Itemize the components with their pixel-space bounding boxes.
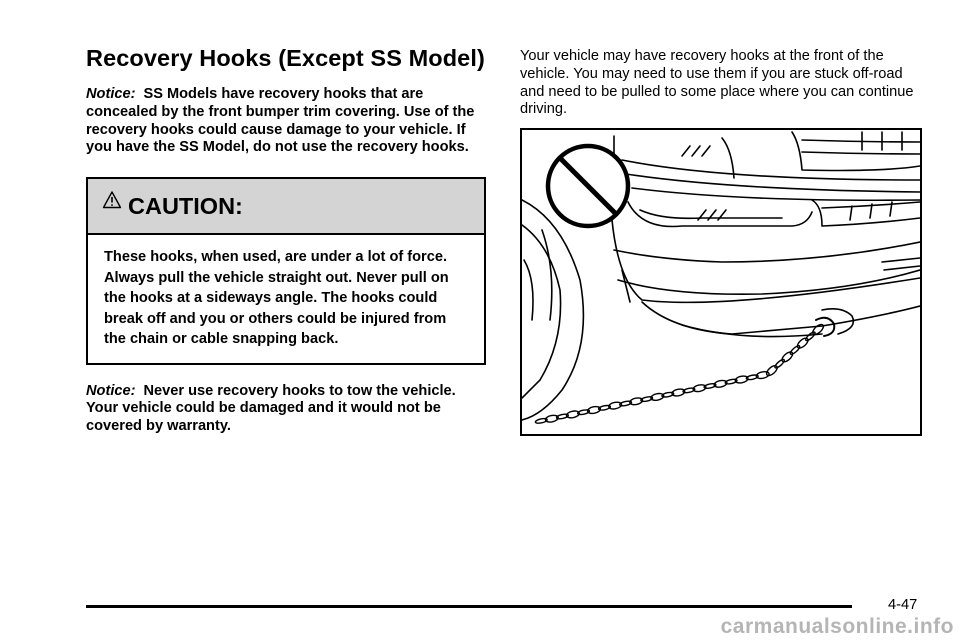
warning-triangle-icon <box>102 190 122 210</box>
notice-label: Notice: <box>86 86 136 102</box>
tire-drawing <box>522 200 583 420</box>
chain-link <box>789 345 801 356</box>
bumper-chain-drawing <box>522 130 920 434</box>
recovery-hook-illustration <box>520 128 922 436</box>
section-title: Recovery Hooks (Except SS Model) <box>86 45 485 71</box>
chain-link <box>765 364 779 377</box>
caution-header <box>88 179 484 235</box>
bumper-drawing <box>612 200 920 337</box>
page-number: 4-47 <box>888 597 918 613</box>
notice-towing <box>86 383 490 436</box>
chain-link <box>535 418 548 424</box>
footer-rule <box>86 605 852 608</box>
notice-label: Notice: <box>86 382 136 399</box>
notice-text: Never use recovery hooks to tow the vehicle. Your vehicle could be damaged and it would not be covered by warranty. <box>86 382 456 435</box>
intro-paragraph: Your vehicle may have recovery hooks at the front of the vehicle. You may need to use them if you are stuck off-road and need to be pulled to some place where you can continue driving. <box>520 48 914 118</box>
watermark: carmanualsonline.info <box>720 615 954 638</box>
caution-title: CAUTION: <box>128 192 243 219</box>
notice-text: SS Models have recovery hooks that are concealed by the front bumper trim covering. Use of the recovery hooks could cause damage to your vehicle. If you have the SS Model, do not use the recovery hooks. <box>86 86 475 156</box>
caution-text: These hooks, when used, are under a lot of force. Always pull the vehicle straight out. Never pull on the hooks at a sideways angle. The hooks could break off and you or others could be injured from the chain or cable snapping back. <box>104 249 449 348</box>
caution-box <box>86 177 486 365</box>
chain-link <box>796 336 810 349</box>
chain-link <box>811 323 825 336</box>
notice-ss-models <box>86 86 490 157</box>
left-column <box>86 42 490 436</box>
chain-drawing <box>535 318 834 424</box>
headlamp-grille-drawing <box>614 132 920 200</box>
chain-link <box>774 358 786 369</box>
chain-link <box>805 331 817 342</box>
prohibition-sign-icon <box>548 146 628 226</box>
right-column <box>520 48 924 119</box>
chain-link <box>780 350 794 363</box>
